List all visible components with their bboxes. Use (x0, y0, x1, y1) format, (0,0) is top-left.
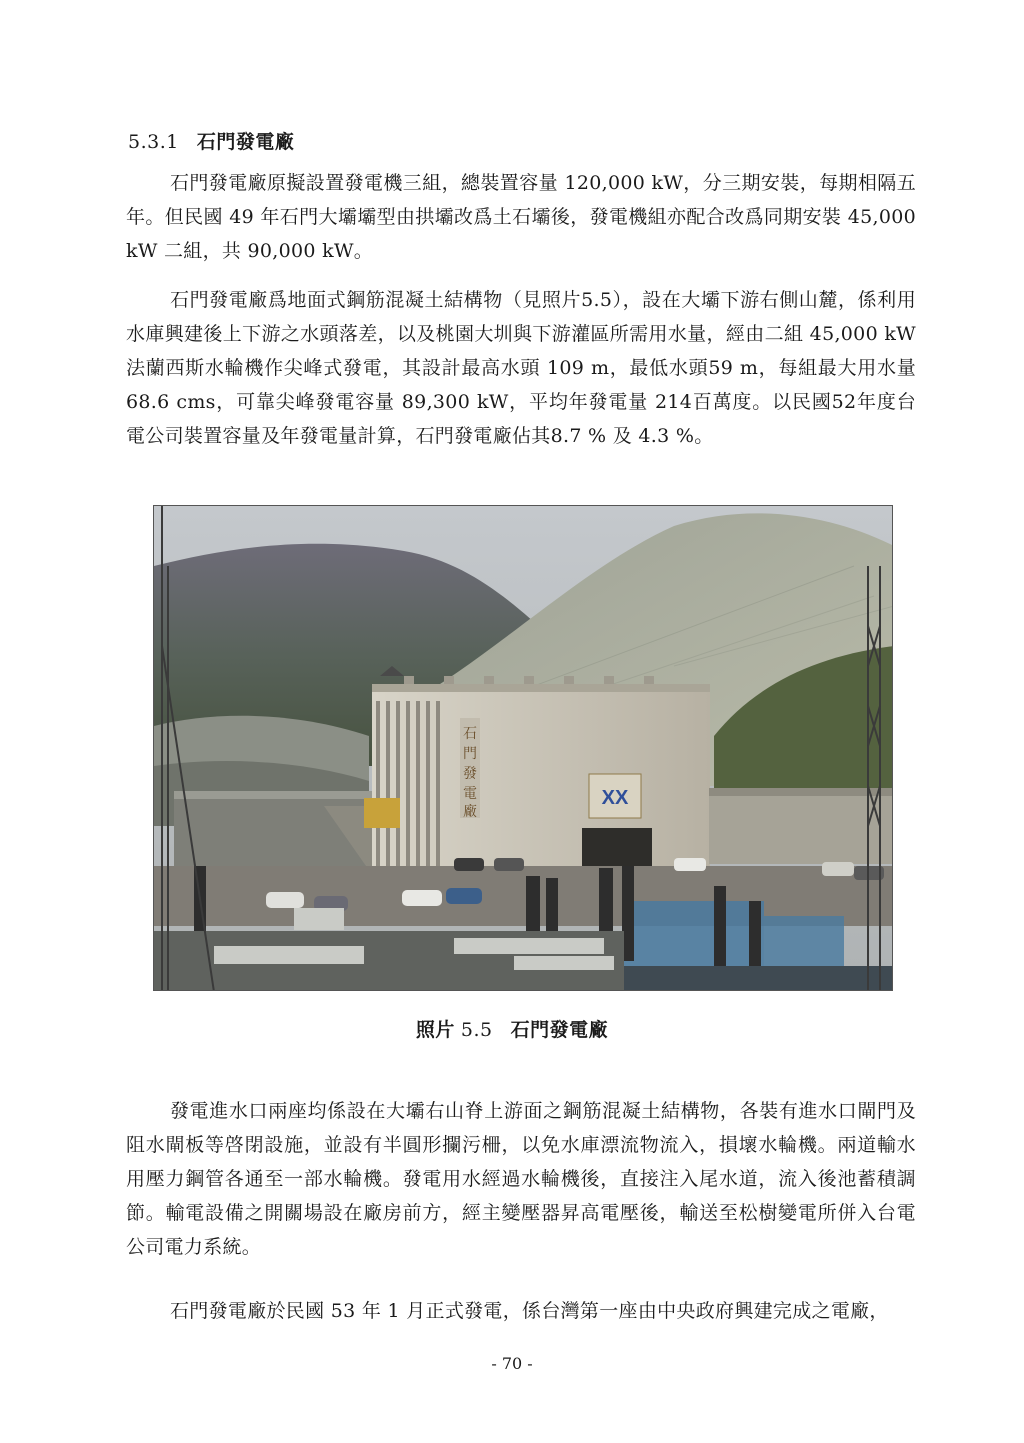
paragraph-2: 石門發電廠爲地面式鋼筋混凝土結構物（見照片5.5），設在大壩下游右側山麓，係利用水庫興建後上下游之水頭落差，以及桃園大圳與下游灌區所需用水量，經由二組 45,000 kW 法蘭西斯水輪機作尖峰式發電，其設計最高水頭 109 m，最低水頭59 m，每組最大用水量 68.6 cms，可靠尖峰發電容量 89,300 kW，平均年發電量 214百萬度。以民國52年度台電公司裝置容量及年發電量計算，石門發電廠佔其8.7 % 及 4.3 %。 (126, 289, 916, 447)
paragraph-1: 石門發電廠原擬設置發電機三組，總裝置容量 120,000 kW，分三期安裝，每期相隔五年。但民國 49 年石門大壩壩型由拱壩改爲土石壩後，發電機組亦配合改爲同期安裝 45,000 kW 二組，共 90,000 kW。 (126, 172, 916, 262)
power-plant-photo (153, 505, 893, 991)
caption-label: 照片 (415, 1019, 455, 1041)
page-number: - 70 - (491, 1354, 533, 1373)
paragraph-3: 發電進水口兩座均係設在大壩右山脊上游面之鋼筋混凝土結構物，各裝有進水口閘門及阻水閘板等啓閉設施，並設有半圓形攔污柵，以免水庫漂流物流入，損壞水輪機。兩道輸水用壓力鋼管各通至一部水輪機。發電用水經過水輪機後，直接注入尾水道，流入後池蓄積調節。輸電設備之開關場設在廠房前方，經主變壓器昇高電壓後，輸送至松樹變電所併入台電公司電力系統。 (126, 1100, 916, 1258)
section-heading (128, 127, 294, 154)
building-sign-char-3: 發 (463, 767, 477, 782)
svg-text:XX: XX (601, 787, 629, 809)
section-number: 5.3.1 (128, 131, 179, 153)
building-sign-char-2: 門 (463, 747, 477, 762)
building-sign-char-4: 電 (463, 787, 477, 802)
section-title: 石門發電廠 (196, 131, 295, 153)
building-sign-char-1: 石 (463, 727, 477, 742)
building-sign (460, 718, 480, 820)
building-sign-char-5: 廠 (463, 805, 477, 820)
caption-number: 5.5 (460, 1019, 493, 1041)
paragraph-4: 石門發電廠於民國 53 年 1 月正式發電，係台灣第一座由中央政府興建完成之電廠， (170, 1300, 889, 1322)
caption-title: 石門發電廠 (510, 1019, 609, 1041)
photo-caption (0, 1015, 1024, 1042)
